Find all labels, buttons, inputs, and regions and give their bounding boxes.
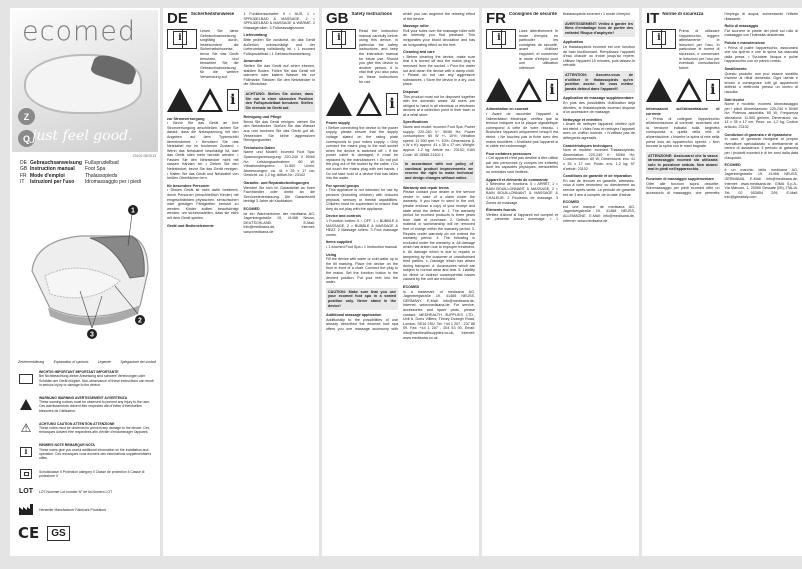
section-text: Nome e modello: ecomed Idromassaggio per i piedi; Alimentazione: 220-240 V 50/60 Hz; Potenza assorbita: 60 W; Frequenza vibrazione: 11.500 giri/min; Dimensioni: ca. 41 x 35 x 17 cm; Peso: ca. 1,2 kg; Codice articolo: 23102 <box>724 102 798 130</box>
section-heading: Garantie- und Reparaturbedingungen <box>243 181 310 185</box>
info-icon: i <box>546 79 558 101</box>
section-text: Le thalassopieds ecomed est une fonction de bain bouillonnant. Remplissez l'appareil d'eau chaude ou froide jusqu'au repère. Utilisez l'appareil 15 minutes, puis laissez-le refroidir. <box>563 44 635 68</box>
section-heading: Specifications <box>403 120 429 125</box>
lang-code: GB <box>20 166 28 173</box>
intro-text: Lesen Sie diese Gebrauchsanweisung sorgfältig durch, insbesondere die Sicherheitshinweise, bevor Sie das Gerät benutzen, und bewahren Sie die Gebrauchsanweisung für die weitere Verwendung auf. <box>200 29 239 79</box>
section-heading: Using <box>326 252 337 257</box>
section-header <box>167 12 239 26</box>
info-icon: i <box>227 89 239 111</box>
info-icon: i <box>492 31 506 45</box>
caution-icon <box>676 78 702 102</box>
read-manual-notice <box>167 29 239 80</box>
symbol-label: ACHTUNG CAUTION ATTENTION ATTENZIONE <box>39 421 115 426</box>
caution-icon <box>356 92 382 116</box>
info-icon: i <box>20 447 32 457</box>
section-text: • Prima di collegare l'apparecchio all'alimentazione di corrente, accertarsi che la tensione indicata sulla targhetta corrisponda a quella della rete di alimentazione. • Inserire la spina di rete nella presa solo ad apparecchio spento. • Non toccare la spina con le mani bagnate. <box>646 116 720 149</box>
section-text: • Dieses Gerät ist nicht dafür bestimmt, durch Personen (einschließlich Kinder) mit eingeschränkten physischen, sensorischen oder geistigen Fähigkeiten benutzt zu werden. Kinder sollten beaufsichtigt werden, um sicherzustellen, dass sie nicht mit dem Gerät spielen. <box>167 188 239 220</box>
warning-filled-icon <box>646 78 672 102</box>
section-text: • Avant de nettoyer l'appareil, vérifiez qu'il est éteint. • Videz l'eau et nettoyez l'appareil avec un chiffon humide. • N'utilisez pas de détergents agressifs. <box>563 122 635 141</box>
book-icon <box>646 29 676 49</box>
callout-label: 3 <box>90 331 94 339</box>
badge: Q <box>18 130 35 147</box>
read-manual-notice <box>486 29 558 70</box>
section-heading: Application <box>563 40 584 45</box>
section-title: Sicherheitshinweise <box>190 12 235 16</box>
section-text: Bitte prüfen Sie zunächst, ob das Gerät äußerlich unbeschädigt und der Lieferumfang vollständig ist. • 1 ecomed Fußsprudelbad • 1 Gebrauchsanweisung <box>243 37 315 56</box>
warning-icons <box>167 88 239 112</box>
symbols-legend <box>18 360 156 542</box>
warning-filled-icon <box>326 92 352 116</box>
manual-title: Instruction manual <box>30 166 75 173</box>
caution-box: ATTENZIONE: Assicurarsi che la vasca idromassaggio ecomed sia utilizzata solo in posizione seduta. Non alzarsi mai in piedi nell'apparecchio. <box>646 152 720 174</box>
section-heading: Dati tecnici <box>724 97 745 102</box>
callout-label: 2 <box>138 317 142 325</box>
product-name: Thalassopieds <box>85 172 118 179</box>
text-columns <box>167 12 315 552</box>
section-heading: Items supplied <box>326 240 352 245</box>
legend-heading: Légende <box>97 360 111 364</box>
info-icon: i <box>652 31 666 45</box>
info-icon: i <box>173 31 187 45</box>
brand-logo: ecomed <box>22 16 137 47</box>
symbol-text: These notes give you useful additional information on the installation and operation. Ces remarques vous donnent des informations supplémentaires utiles. <box>39 447 152 461</box>
section-heading: Lieferumfang <box>243 33 267 38</box>
language-code: FR <box>486 12 506 27</box>
section-text: • Before cleaning the device, make sure that it is turned off and the mains plug is removed from the socket. • Pour the water out and clean the device with a damp cloth. • Please do not use any aggressive substances. • Store the device in a dry, cool place. <box>403 54 475 87</box>
symbol-label: WARNUNG WARNING AVERTISSEMENT AVVERTENZA <box>39 396 128 401</box>
section-text: Nom et modèle: ecomed Thalassopieds; Alimentation: 220-240 V~ 50/60 Hz; Consommation: 60 W; Dimensions: env. 41 x 35 x 17 cm; Poids: env. 1,2 kg; N° d'article: 23102 <box>563 148 635 171</box>
section-heading: Disposal <box>403 89 419 94</box>
section-heading: ECOMED <box>403 285 420 290</box>
section-text: is a trademark of medisana AG, Jagenbergstraße 19, 41468 NEUSS, GERMANY. E-Mail: info@medisana.de, Internet: www.medisana.de. For service, accessories and spare parts, please contact: MEDHEALTH SUPPLIES LTD., Unit 6, Doris Villiers, Tinney Dosegh Road, London, SE16 2SU. Tel: +44 1 207 - 237 88 09, Fax: +44 1 207 - 204 53 00, Email: info@medhealthsupplies.co.uk, Internet: www.medisana.co.uk <box>403 289 475 340</box>
section-header <box>646 12 720 26</box>
device-diagram <box>20 196 150 346</box>
section-text: This product must not be disposed together with the domestic waste. All users are obliged to hand in all electrical or electronic devices at a collection point in their town or at a retail store. <box>403 94 475 117</box>
section-heading: Condizioni di garanzia e di riparazione <box>724 132 792 137</box>
section-text: Vérifiez d'abord si l'appareil est complet et ne présente aucun dommage. • 1 thalassopieds ecomed • 1 mode d'emploi <box>486 12 630 222</box>
section-heading: Gerät und Bedienelemente <box>167 223 214 228</box>
badge: Z <box>18 108 35 125</box>
caution-box: ACHTUNG: Stellen Sie sicher, dass Sie nur in einer sitzenden Position den Fußsprudelbad benutzen. Stellen Sie niemals im Gerät auf. <box>244 90 316 112</box>
product-name: Fußsprudelbad <box>85 160 119 166</box>
manufacturer-icon <box>19 504 33 515</box>
warning-icons <box>326 92 398 116</box>
section-heading: Smaltimento <box>724 66 747 71</box>
read-manual-notice <box>646 29 720 70</box>
section-gb <box>322 8 479 556</box>
lang-code: FR <box>20 172 27 179</box>
callout-label: 1 <box>131 207 135 215</box>
text-columns <box>486 12 635 552</box>
section-heading: zur Stromversorgung <box>167 116 205 121</box>
section-heading: Warranty and repair terms <box>403 185 449 190</box>
section-heading: Appareil et éléments de commande <box>486 177 548 182</box>
section-text: En cas de recours en garantie, adressez-vous à votre revendeur ou directement au service après-vente. La période de garantie est de 3 ans à compter de la date d'achat. <box>563 178 635 197</box>
intro-text: Lisez attentivement le mode d'emploi, en particulier les consignes de sécurité, avant d'utiliser l'appareil, et conservez le mode d'emploi pour une utilisation ultérieure. <box>519 29 558 70</box>
protection-class-icon <box>20 469 32 479</box>
section-heading: Nettoyage et entretien <box>563 117 602 122</box>
lot-icon: LOT <box>19 488 33 496</box>
book-icon <box>167 29 197 49</box>
caution-box: In accordance with our policy of continual product improvements we reserve the right to make technical and design changes without notice. <box>403 160 475 182</box>
symbol-text: Bei Nichtbeachtung dieser Anweisung sind schwere Verletzungen oder Schäden am Gerät möglich. Non-observance of these instructions can result in serious injury or damage to the device. <box>39 374 154 387</box>
section-text: è un marchio della medisana AG, Jagenbergstraße 19, 41468 NEUSS, GERMANIA. E-Mail: info@medisana.de, Internet: www.medisana.de. GIMA S.p.A., Via Marconi, 1, 20060 Gessate (MI), ITALIA. Tel: 02 953854 209, E-Mail: info@gimaitaly.com <box>724 167 798 200</box>
lang-code: IT <box>20 178 25 185</box>
slogan: just feel good. <box>32 128 133 144</box>
section-text: ist ein Warenzeichen der medisana AG. Jagenbergstraße 19, 41468 Neuss, DEUTSCHLAND. E-Mail: info@medisana.de, Internet: www.medisana.de <box>243 211 315 234</box>
section-text: Oltre alle funzioni sopra descritte, l'idromassaggio per piedi ecomed offre un accessorio di massaggio, che permette l'impiego di acqua, aumentando l'effetto rilassante. <box>646 12 798 195</box>
symbol-text: These notes must be observed to prevent any damage to the device. Ces remarques doivent être respectées afin d'éviter d'endommager l'appareil. <box>39 426 150 435</box>
section-text: In caso di garanzia rivolgersi al proprio rivenditore specializzato o direttamente al centro di assistenza. Il periodo di garanzia per i prodotti ecomed è di tre anni dalla data d'acquisto. <box>724 137 798 160</box>
symbol-label: WICHTIG IMPORTANT IMPORTANT IMPORTANTE <box>39 370 119 375</box>
section-text: Roll your soles over the massage roller with an intensity you find pleasant. This invigorates your blood circulation and has an invigorating effect on the feet. <box>403 28 475 47</box>
section-text: est une marque de medisana AG, Jagenbergstraße 19, 41468 NEUSS, ALLEMAGNE. E-Mail: info@medisana.de, Internet: www.medisana.de <box>563 204 635 223</box>
ce-mark: CE <box>18 524 40 543</box>
manual-title: Gebrauchsanweisung <box>30 160 82 166</box>
book-icon <box>326 29 356 49</box>
section-text: Questo prodotto non può essere smaltito insieme ai rifiuti domestici. Ogni utente è tenuto a consegnare tutti gli apparecchi elettrici o elettronici presso un centro di raccolta. <box>724 71 798 94</box>
section-text: 1 Funktionsschalter: 0 = AUS, 1 = SPRUDELBAD & MASSAGE, 2 = SPRUDELBAD & MASSAGE & WÄRME. 2 Massagerollen. 3 Fußmassagezonen. <box>243 12 315 30</box>
section-header <box>486 12 558 26</box>
section-text: En plus des possibilités d'utilisation déjà décrites, le thalassopieds ecomed dispose d'un accessoire de massage. <box>563 100 635 115</box>
foot-spa-image <box>24 54 142 114</box>
section-text: • Before connecting the device to the power supply, please ensure that the supply voltage stated on the rating plate corresponds to your mains supply. • Only connect the mains plug to the wall socket when the device is switched off. • If the power cable is damaged, it must be replaced by the manufacturer. • Do not pull the plug out of the socket by the cable. • Do not touch the mains plug with wet hands. • Do not take hold of a device that has fallen into the water. <box>326 125 398 181</box>
legend-heading: Zeichenerklärung <box>18 360 45 364</box>
language-list <box>20 160 155 185</box>
section-text: Stellen Sie das Gerät auf einen ebenen, stabilen Boden. Füllen Sie das Gerät mit warmem oder kaltem Wasser bis zur Füllmarke. Stecken Sie den Netzstecker in die Steckdose. <box>243 63 315 87</box>
section-text: Name and model: ecomed Foot Spa; Power supply: 220-240 V~ 50/60 Hz; Power consumption: 60 W +/- 10%; Vibration speed: 11 500 rpm +/- 10%; Dimensions (L x W x H): approx. 41 x 35 x 17 cm; Weight: approx. 1.2 kg; Article no.: 23102; EAN Code: 40 15588 23102 1 <box>403 125 475 157</box>
section-it <box>642 8 802 556</box>
symbol-label: Hersteller Manufacturer Fabricant Produttore <box>39 507 107 512</box>
section-title: Safety Instructions <box>351 12 393 16</box>
article-number: 23102 08/2013 <box>132 154 156 158</box>
warning-icons <box>646 78 720 102</box>
warning-filled-icon <box>486 78 512 102</box>
section-heading: Alimentation en courant <box>486 107 529 112</box>
intro-text: Read the instruction manual carefully before using this device, in particular the safety instructions, and keep the instruction manual for future use. Should you give this device to another person, it is vital that you also pass on these instructions for use. <box>359 29 398 84</box>
language-code: GB <box>326 12 349 27</box>
product-name: Idromassaggio per i piedi <box>85 178 141 185</box>
section-text: • This appliance is not intended for use by persons (including children) with reduced physical, sensory or mental capabilities. Children must be supervised to ensure that they do not play with the appliance. <box>326 188 398 211</box>
section-heading: Anwenden <box>243 59 263 64</box>
cover-panel <box>10 8 160 556</box>
section-text: Fill the device with warm or cold water up to the fill marking. Place the device on the floor in front of a chair. Connect the plug to the mains. Set the function button to the desired position. Put your feet into the water. <box>326 257 398 285</box>
symbol-text: These warning notices must be observed to prevent any injury to the user. Ces avertissements doivent être respectés afin d'éviter d'éventuelles blessures de l'utilisateur. <box>39 400 151 413</box>
section-text: Additionally to the possibilities of use already described the ecomed foot spa offers you one massage accessory with which you can augment the relaxing effect of the device. <box>326 12 475 331</box>
section-text: Far scorrere le piante dei piedi sul rullo di massaggio con l'intensità desiderata. <box>724 28 798 38</box>
text-columns <box>646 12 798 552</box>
section-fr <box>482 8 639 556</box>
section-heading: Application de massage supplémentaire <box>563 96 634 101</box>
info-icon: i <box>386 93 398 115</box>
language-code: IT <box>646 12 660 27</box>
warning-filled-icon <box>20 399 32 410</box>
book-icon <box>19 374 33 384</box>
section-heading: Cleaning and care <box>403 50 435 55</box>
caution-box: AVERTISSEMENT: Veillez à garder les films d'emballage hors de portée des enfants! Risque d'asphyxie! <box>563 20 635 38</box>
section-heading: ECOMED <box>563 200 580 205</box>
warning-filled-icon <box>167 88 193 112</box>
section-heading: Technische Daten <box>243 145 275 150</box>
section-heading: Rullo di massaggio <box>724 24 759 29</box>
section-text: • Prima di pulire l'apparecchio, assicurarsi che sia spento e che la spina sia staccata dalla presa. • Svuotare l'acqua e pulire l'apparecchio con un panno umido. <box>724 45 798 64</box>
section-heading: Informazioni sull'alimentazione di corrente <box>646 107 720 116</box>
section-text: Bevor Sie das Gerät reinigen, ziehen Sie den Netzstecker. Gießen Sie das Wasser aus und trocknen Sie das Gerät gut ab. Verwenden Sie keine aggressiven Reinigungsmittel. <box>243 119 315 143</box>
product-photo <box>12 10 158 152</box>
legend-heading: Explanation of symbols <box>53 360 89 364</box>
language-code: DE <box>167 12 188 27</box>
section-text: Please contact your dealer or the service centre in case of a claim under the warranty. If you have to send in the unit, please enclose a copy of your receipt and state what the defect is. 1. The warranty period for ecomed products is three years from date of purchase. 2. Defects in material or workmanship will be removed free of charge within the warranty period. 3. Repairs under warranty do not extend the warranty period. 4. The following is excluded under the warranty: a. All damage which has arisen due to improper treatment. b. All damage which is due to repairs or tampering by the customer or unauthorised third parties. c. Damage which has arisen during transport. d. Accessories which are subject to normal wear and tear. 5. Liability for direct or indirect consequential losses caused by the unit are excluded. <box>403 190 475 282</box>
section-heading: Power supply <box>326 121 350 126</box>
lang-code: DE <box>20 160 27 166</box>
caution-icon: ⚠ <box>20 421 32 436</box>
caution-icon <box>197 88 223 112</box>
section-heading: Reinigung und Pflege <box>243 115 282 120</box>
section-title: Consignes de sécurité <box>509 12 558 16</box>
section-de <box>163 8 319 556</box>
manual-title: Mode d'emploi <box>30 172 65 179</box>
manual-title: Istruzioni per l'uso <box>30 178 75 185</box>
section-text: • Bevor Sie das Gerät an Ihre Stromversorgung anschließen, achten Sie darauf, dass die Netzspannung mit den Angaben auf dem Typenschild übereinstimmt. • Benutzen Sie das Netzkabel nur im trockenen Zustand. • Wenn das Netzkabel beschädigt ist, darf das Gerät nicht mehr benutzt werden. • Fassen Sie den Netzstecker nicht mit nassen Händen an. • Ziehen Sie den Netzstecker, bevor Sie das Gerät reinigen. • Halten Sie das Gerät und Netzkabel von heißen Oberflächen fern. <box>167 121 239 181</box>
caution-box: ATTENTION: Assurez-vous de n'utiliser le thalassopieds qu'en position assise. Ne vous mettez jamais debout dans l'appareil! <box>563 71 635 93</box>
symbol-label: LOT-Nummer Lot number N° de lot Numero LOT <box>39 489 113 494</box>
section-heading: Pulizia e manutenzione <box>724 40 766 45</box>
intro-text: Prima di utilizzare l'apparecchio, leggere attentamente le istruzioni per l'uso, in particolare le norme di sicurezza, e conservare le istruzioni per l'uso per eventuali consultazioni future. <box>679 29 720 70</box>
section-text: Name und Modell: ecomed Foot Spa; Spannungsversorgung: 220-240 V 50/60 Hz; Leistungsaufnahme: 60 W; Vibrationsfrequenz: 11.500 U/min; Abmessungen: ca. 41 x 35 x 17 cm; Gewicht: ca. 1,2 kg; Artikel-Nr.: 23102 <box>243 150 315 178</box>
symbol-label: Schutzklasse II Protection category II Classe de protection II Classe di protezione II <box>39 470 145 479</box>
info-icon: i <box>332 31 346 45</box>
warning-icons <box>486 78 558 102</box>
section-heading: ECOMED <box>243 206 260 211</box>
section-text: • 1 ecomed Foot Spa • 1 Instruction manual <box>326 244 398 249</box>
section-heading: Massage roller <box>403 24 429 29</box>
read-manual-notice <box>326 29 398 84</box>
book-icon <box>486 29 516 49</box>
section-header <box>326 12 398 26</box>
caution-icon <box>516 78 542 102</box>
section-heading: Device and controls <box>326 214 362 219</box>
text-columns <box>326 12 475 552</box>
section-text: 1 Function button: 0 = OFF, 1 = BUBBLE & MASSAGE, 2 = BUBBLE & MASSAGE & HEAT. 2 Massage rollers. 3 Foot massage zones. <box>326 219 398 237</box>
section-heading: For special groups <box>326 183 359 188</box>
section-text: Wenden Sie sich im Garantiefall an Ihren Fachhändler oder direkt an die Serviceniederlassung. Die Garantiezeit beträgt 3 Jahre ab Kaufdatum. <box>243 185 315 204</box>
section-heading: für besondere Personen <box>167 183 210 188</box>
caution-box: CAUTION: Make sure that you use your ecomed foot spa in a seated position only. Never stand in the device! <box>326 288 398 310</box>
symbol-label: HINWEIS NOTE REMARQUE NOTA <box>39 443 95 448</box>
section-heading: ECOMED <box>724 163 741 168</box>
product-name: Foot Spa <box>85 166 106 173</box>
section-heading: Funzione di massaggio supplementare <box>646 177 715 182</box>
section-heading: Pour certaines personnes <box>486 151 532 156</box>
section-text: 1 Sélecteur de fonctions: 0 = ARRÊT, 1 = BAIN BOUILLONNANT & MASSAGE, 2 = BAIN BOUILLONNANT & MASSAGE & CHALEUR. 2 Rouleaux de massage. 3 Zones de massage. <box>486 182 558 205</box>
info-icon: i <box>706 79 720 101</box>
section-heading: Éléments fournis <box>486 208 516 213</box>
section-text: • Cet appareil n'est pas destiné à être utilisé par des personnes (y compris les enfants) dont les capacités physiques, sensorielles ou mentales sont limitées. <box>486 156 558 175</box>
section-heading: Additional massage application <box>326 313 382 318</box>
section-heading: Caractéristiques techniques <box>563 143 613 148</box>
section-text: • Avant de raccorder l'appareil à l'alimentation électrique, vérifiez que la tension indiquée sur la plaque signalétique correspond à celle de votre réseau. • Branchez l'appareil uniquement lorsqu'il est éteint. • Ne touchez pas la fiche avec des mains mouillées. • N'utilisez pas l'appareil si le câble est endommagé. <box>486 111 558 149</box>
legend-heading: Spiegazione dei simboli <box>120 360 156 364</box>
section-heading: Conditions de garantie et de réparation <box>563 174 632 179</box>
section-title: Norme di sicurezza <box>662 12 704 16</box>
gs-mark: GS <box>47 526 69 541</box>
